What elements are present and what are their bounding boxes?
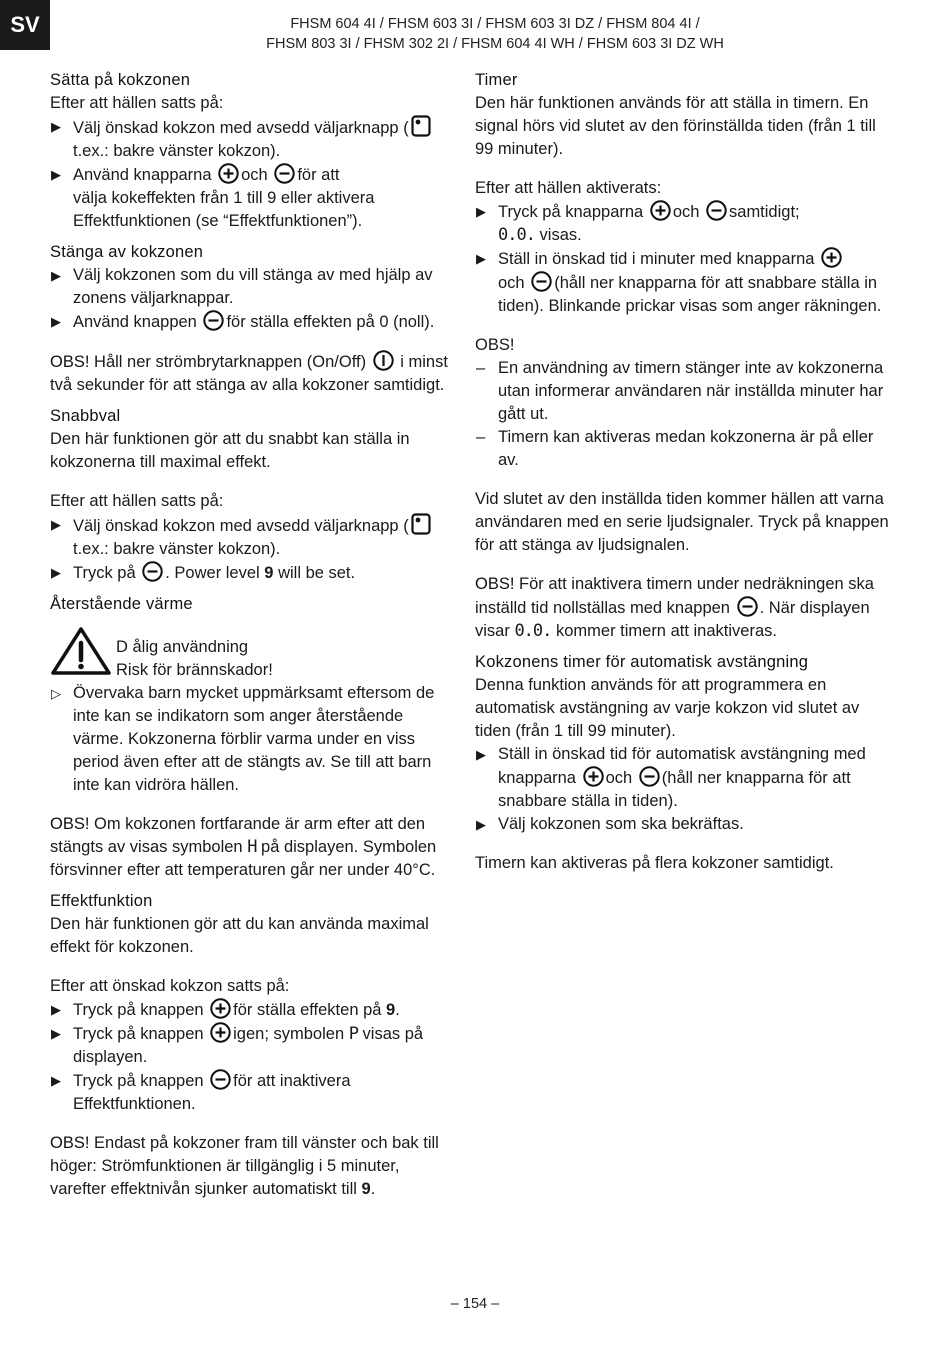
auto-off-steps <box>475 743 895 836</box>
warning-triangle-icon <box>50 626 112 676</box>
page-number: – 154 – <box>450 1296 500 1312</box>
timer-display-symbol: 0.0. <box>514 621 552 641</box>
minus-icon <box>737 596 758 617</box>
quick-desc: Den här funktionen gör att du snabbt kan ställa in kokzonerna till maximal effekt. <box>50 430 410 471</box>
model-line-2: FHSM 803 3I / FHSM 302 2I / FHSM 604 4I WH / FHSM 603 3I DZ WH <box>266 36 724 52</box>
auto-off-end-text: Timern kan aktiveras på flera kokzoner samtidigt. <box>475 854 834 872</box>
step-item: ▶ Välj önskad kokzon med avsedd väljarknapp ( t.ex.: bakre vänster kokzon). <box>50 513 455 561</box>
model-line-1: FHSM 604 4I / FHSM 603 3I / FHSM 603 3I DZ / FHSM 804 4I / <box>290 16 700 32</box>
step-item: ▶ Tryck på knappen för ställa effekten på 9. <box>50 998 455 1022</box>
step-item: ▶ Tryck på knappen för att inaktivera Effektfunktionen. <box>50 1069 455 1116</box>
power-symbol: P <box>348 1024 358 1044</box>
plus-icon <box>210 1022 231 1043</box>
note-item: – En användning av timern stänger inte av kokzonerna utan informerar användaren när inställda minuter har gått ut. <box>475 357 895 426</box>
warning-subheading: Risk för brännskador! <box>116 661 273 679</box>
minus-icon <box>210 1069 231 1090</box>
zone-select-icon <box>411 115 431 137</box>
power-icon <box>373 350 394 371</box>
intro-text: Efter att hällen aktiverats: <box>475 179 662 197</box>
intro-text: Efter att hällen satts på: <box>50 492 224 510</box>
note-timer-reset: OBS! För att inaktivera timern under nedräkningen ska inställd tid nollställas med knappen . När displayen visar 0.0. kommer timern att inaktiveras. <box>475 575 874 641</box>
warning-text <box>112 626 273 682</box>
minus-icon <box>142 561 163 582</box>
auto-off-desc: Denna funktion används för att programmera en automatisk avstängning av varje kokzon vid slutet av tiden (från 1 till 99 minuter). <box>475 676 860 740</box>
minus-icon <box>639 766 660 787</box>
step-item: ▶ Ställ in önskad tid för automatisk avstängning med knapparna och (håll ner knapparna för att snabbare ställa in tiden). <box>475 743 895 813</box>
step-item: ▶ Tryck på knappen igen; symbolen P visas på displayen. <box>50 1022 455 1069</box>
intro-text: Efter att önskad kokzon satts på: <box>50 977 290 995</box>
note-power-limit: OBS! Endast på kokzoner fram till vänster och bak till höger: Strömfunktionen är tillgänglig i 5 minuter, varefter effektnivån sjunker automatiskt till 9. <box>50 1134 439 1198</box>
right-column <box>475 69 895 875</box>
step-item: ▶ Använd knapparna och för att välja kokeffekten från 1 till 9 eller aktivera Effektfunktionen (se “Effektfunktionen”). <box>50 163 455 233</box>
warning-block <box>50 626 455 682</box>
minus-icon <box>706 200 727 221</box>
obs-label: OBS! <box>475 336 515 354</box>
section-title-turn-off: Stänga av kokzonen <box>50 243 204 261</box>
section-title-timer: Timer <box>475 71 518 89</box>
step-item: ▶ Tryck på . Power level 9 will be set. <box>50 561 455 585</box>
step-item: ▶ Tryck på knapparna och samtidigt; 0.0. visas. <box>475 200 895 247</box>
minus-icon <box>203 310 224 331</box>
section-title-residual-heat: Återstående värme <box>50 595 193 613</box>
timer-steps <box>475 200 895 318</box>
plus-icon <box>650 200 671 221</box>
note-power-off: OBS! Håll ner strömbrytarknappen (On/Off) i minst två sekunder för att stänga av alla kokzoner samtidigt. <box>50 350 455 397</box>
section-title-auto-off: Kokzonens timer för automatisk avstängning <box>475 653 809 671</box>
turn-on-steps <box>50 115 455 233</box>
plus-icon <box>583 766 604 787</box>
intro-text: Efter att hällen satts på: <box>50 94 224 112</box>
minus-icon <box>274 163 295 184</box>
timer-desc: Den här funktionen används för att ställa in timern. En signal hörs vid slutet av den förinställda tiden (från 1 till 99 minuter). <box>475 94 876 158</box>
left-column <box>50 69 455 1201</box>
section-title-quick: Snabbval <box>50 407 121 425</box>
step-item: ▶ Välj kokzonen som du vill stänga av med hjälp av zonens väljarknappar. <box>50 264 455 310</box>
note-item: – Timern kan aktiveras medan kokzonerna är på eller av. <box>475 426 895 472</box>
warning-heading: D ålig användning <box>116 638 249 656</box>
section-title-power-function: Effektfunktion <box>50 892 153 910</box>
step-item: ▶ Använd knappen för ställa effekten på 0 (noll). <box>50 310 455 334</box>
turn-off-steps <box>50 264 455 334</box>
residual-heat-steps <box>50 682 455 797</box>
step-item: ▶ Välj kokzonen som ska bekräftas. <box>475 813 895 836</box>
step-item: ▶ Ställ in önskad tid i minuter med knapparna och (håll ner knapparna för att snabbare ställa in tiden). Blinkande prickar visas som anger räkningen. <box>475 247 895 318</box>
heat-symbol: H <box>247 837 257 857</box>
timer-notes <box>475 357 895 472</box>
language-code: SV <box>10 12 40 37</box>
minus-icon <box>531 271 552 292</box>
power-desc: Den här funktionen gör att du kan använda maximal effekt för kokzonen. <box>50 915 429 956</box>
plus-icon <box>218 163 239 184</box>
section-title-turn-on: Sätta på kokzonen <box>50 71 191 89</box>
power-steps <box>50 998 455 1116</box>
step-item: ▷ Övervaka barn mycket uppmärksamt eftersom de inte kan se indikatorn som anger återstående värme. Kokzonerna förblir varma under en viss period även efter att de stängts av. Se till att barn inte kan vidröra hällen. <box>50 682 455 797</box>
plus-icon <box>821 247 842 268</box>
timer-display-symbol: 0.0. <box>498 225 535 245</box>
plus-icon <box>210 998 231 1019</box>
timer-end-text: Vid slutet av den inställda tiden kommer hällen att varna användaren med en serie ljudsignaler. Tryck på knappen för att stänga av ljudsignalen. <box>475 490 889 554</box>
quick-steps <box>50 513 455 585</box>
model-header <box>0 14 950 54</box>
note-residual-heat: OBS! Om kokzonen fortfarande är arm efter att den stängts av visas symbolen H på displayen. Symbolen försvinner efter att temperaturen går ner under 40°C. <box>50 815 437 879</box>
step-item: ▶ Välj önskad kokzon med avsedd väljarknapp ( t.ex.: bakre vänster kokzon). <box>50 115 455 163</box>
zone-select-icon <box>411 513 431 535</box>
